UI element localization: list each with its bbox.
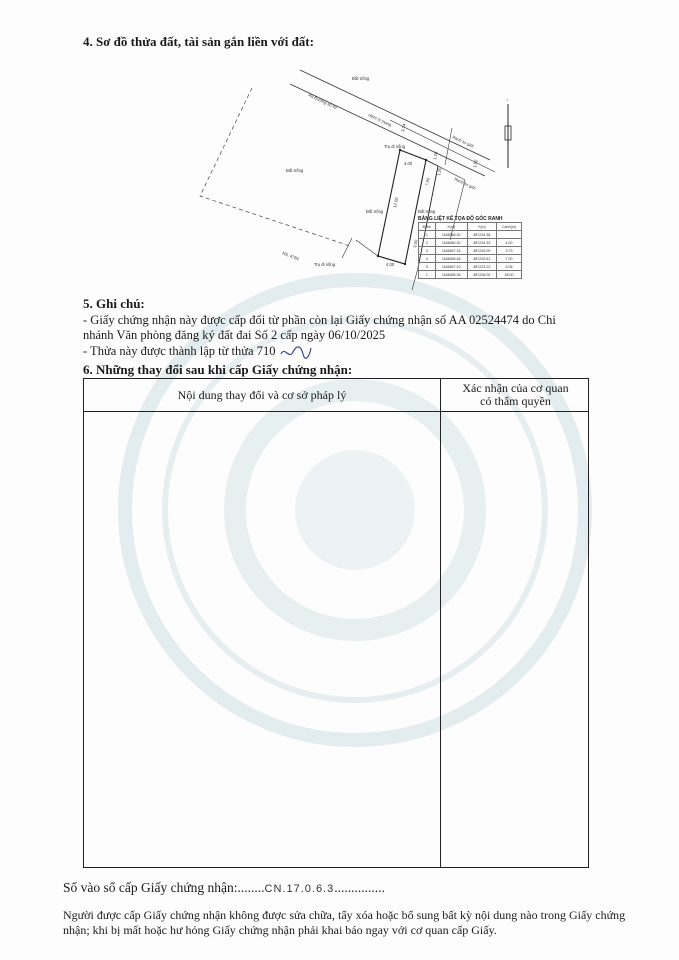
registration-label: Số vào sổ cấp Giấy chứng nhận: [63,880,238,895]
road-name: Ra Đường số 42 [307,92,338,111]
vacant-right-label: Đất trống [418,209,436,214]
coord-cell: 2 [419,239,436,247]
registration-dots-before: ........ [237,880,265,895]
coord-table-title: BẢNG LIỆT KÊ TỌA ĐỘ GÓC RANH [418,216,503,222]
dim-label-8: 1.50 [472,159,479,169]
coord-cell: 1 [419,271,436,279]
signature-scribble-icon [279,344,313,360]
confirmation-line-1: Xác nhận của cơ quan [462,381,569,395]
coordinate-table-header [419,223,522,231]
coord-cell: 1184656.38 [435,271,467,279]
registration-number: CN.17.0.6.3 [264,883,335,895]
table-row [419,271,522,279]
coord-header-x: X(m) [435,223,467,231]
column-divider [440,379,441,867]
coord-cell: 587230.09 [467,247,496,255]
coord-cell: 587229.61 [467,255,496,263]
house-label-1: Ranh tư giới [451,134,475,149]
coord-cell: 4 [419,255,436,263]
note-2-text: - Thửa này được thành lập từ thửa 710 [83,344,276,358]
coord-cell: 587223.22 [467,263,496,271]
column-header-changes: Nội dung thay đổi và cơ sở pháp lý [177,388,347,402]
coord-cell: 5 [419,263,436,271]
coord-cell: 3 [419,247,436,255]
section-6-title: 6. Những thay đổi sau khi cấp Giấy chứng nhận: [83,362,353,377]
footer-notice: Người được cấp Giấy chứng nhận không được sửa chữa, tẩy xóa hoặc bổ sung bất kỳ nội dung nào trong Giấy chứng nhận; khi bị mất hoặc hư hỏng Giấy chứng nhận phải khai báo ngay với cơ quan cấp Giấy. [63,908,626,937]
coord-cell: 7.00 [497,255,522,263]
coord-cell [497,231,522,239]
coord-cell: 3.73 [497,247,522,255]
section-4-title: 4. Sơ đồ thửa đất, tài sản gắn liền với đất: [83,34,314,49]
road-label: Đất trống [352,76,370,81]
coord-header-edge: Cạnh(m) [497,223,522,231]
section-5-title: 5. Ghi chú: [83,296,145,311]
house-label-2: Ranh tư giới [453,176,477,191]
dim-label-4: 7.00 [424,177,431,187]
coord-cell: 1184655.48 [435,255,467,263]
tru-top-label: Trụ đi nống [384,144,406,149]
note-2 [83,344,313,360]
dim-label-9: 3.34 [400,123,407,133]
coord-cell: 6.06 [497,263,522,271]
tru-bottom-label: Trụ đi nống [314,262,336,267]
coord-cell: 1184668.30 [435,231,467,239]
north-arrow-label: ↑ [506,98,509,104]
coord-cell: 1184660.30 [435,239,467,247]
coord-cell: 28.00 [497,271,522,279]
parcel-code-label: NS, 4784 [281,250,300,262]
confirmation-line-2: có thẩm quyền [480,394,551,408]
coord-header-y: Y(m) [467,223,496,231]
coord-cell: 4.00 [497,239,522,247]
changes-table [83,378,589,868]
table-row [419,255,522,263]
header-divider [84,411,588,412]
coord-cell: 587234.38 [467,231,496,239]
coord-cell: 587236.00 [467,271,496,279]
coord-cell: 1 [419,231,436,239]
coord-cell: 587234.33 [467,239,496,247]
table-row [419,263,522,271]
vacant-mid-label: Đất trống [366,209,384,214]
dim-label-3: 12.00 [392,196,400,209]
note-1-line-1: - Giấy chứng nhận này được cấp đổi từ phần còn lại Giấy chứng nhận số AA 02524474 do Chi [83,313,556,327]
dim-label-7: 1.20 [436,167,443,177]
coord-cell: 1184667.16 [435,247,467,255]
table-row [419,231,522,239]
dim-label-1: 4.00 [404,161,413,166]
coordinate-table [418,222,522,279]
vacant-left-label: Đất trống [286,168,304,173]
dim-label-6: 1.20 [432,151,439,161]
column-header-confirmation [441,382,590,408]
coord-cell: 1184667.20 [435,263,467,271]
registration-line [63,880,385,896]
table-row [419,239,522,247]
dim-label-2: 4.00 [386,262,395,267]
registration-dots-after: ............... [334,880,385,895]
coord-header-point: Điểm [419,223,436,231]
note-1-line-2: nhánh Văn phòng đăng ký đất đai Số 2 cấp ngày 06/10/2025 [83,328,386,342]
lane-label: Hẻm ni mang [367,112,393,128]
dim-label-5: 3.00 [412,239,419,249]
table-row [419,247,522,255]
